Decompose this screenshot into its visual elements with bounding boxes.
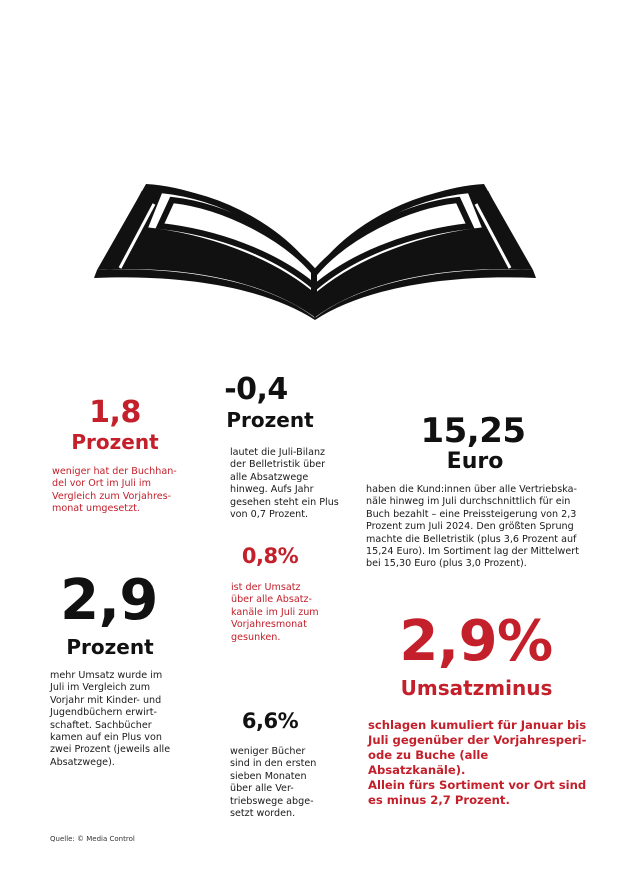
- stat-unit-1: Prozent: [71, 430, 159, 454]
- stat-unit-5: Prozent: [66, 635, 154, 659]
- stat-value-2: -0,4: [224, 372, 288, 407]
- stat-unit-6: Umsatzminus: [400, 676, 553, 700]
- open-book-icon: [94, 170, 536, 320]
- stat-value-6: 2,9%: [399, 609, 553, 674]
- stat-value-1: 1,8: [89, 395, 141, 430]
- stat-text-5: mehr Umsatz wurde im Juli im Vergleich zum Vorjahr mit Kinder- und Jugendbüchern erwirt- schaftet. Sachbücher kamen auf ein Plus von zwei Prozent (jeweils alle Absatzwege).: [50, 670, 171, 768]
- stat-value-5: 2,9: [60, 568, 158, 633]
- stat-unit-2: Prozent: [226, 408, 314, 432]
- stat-value-3: 15,25: [420, 411, 526, 451]
- stat-value-4: 0,8%: [241, 544, 299, 568]
- stat-unit-3: Euro: [446, 449, 504, 474]
- stat-text-6: schlagen kumuliert für Januar bis Juli gegenüber der Vorjahresperi- ode zu Buche (alle Absatzkanäle). Allein fürs Sortiment vor Ort sind es minus 2,7 Prozent.: [368, 718, 587, 807]
- stat-text-7: weniger Bücher sind in den ersten sieben Monaten über alle Ver- triebswege abge- setzt worden.: [230, 746, 317, 820]
- stat-text-4: ist der Umsatz über alle Absatz- kanäle im Juli zum Vorjahresmonat gesunken.: [231, 582, 319, 643]
- stat-text-2: lautet die Juli-Bilanz der Belletristik über alle Absatzwege hinweg. Aufs Jahr gesehen steht ein Plus von 0,7 Prozent.: [230, 447, 339, 521]
- source-note: Quelle: © Media Control: [50, 835, 135, 843]
- stat-text-1: weniger hat der Buchhan- del vor Ort im Juli im Vergleich zum Vorjahres- monat umgesetzt.: [52, 466, 177, 515]
- stat-text-3: haben die Kund:innen über alle Vertriebska- näle hinweg im Juli durchschnittlich für ein Buch bezahlt – eine Preissteigerung von 2,3 Prozent zum Juli 2024. Den größten Sprung machte die Belletristik (plus 3,6 Prozent auf 15,24 Euro). Im Sortiment lag der Mittelwert bei 15,30 Euro (plus 3,0 Prozent).: [366, 484, 579, 570]
- stat-value-7: 6,6%: [241, 709, 299, 733]
